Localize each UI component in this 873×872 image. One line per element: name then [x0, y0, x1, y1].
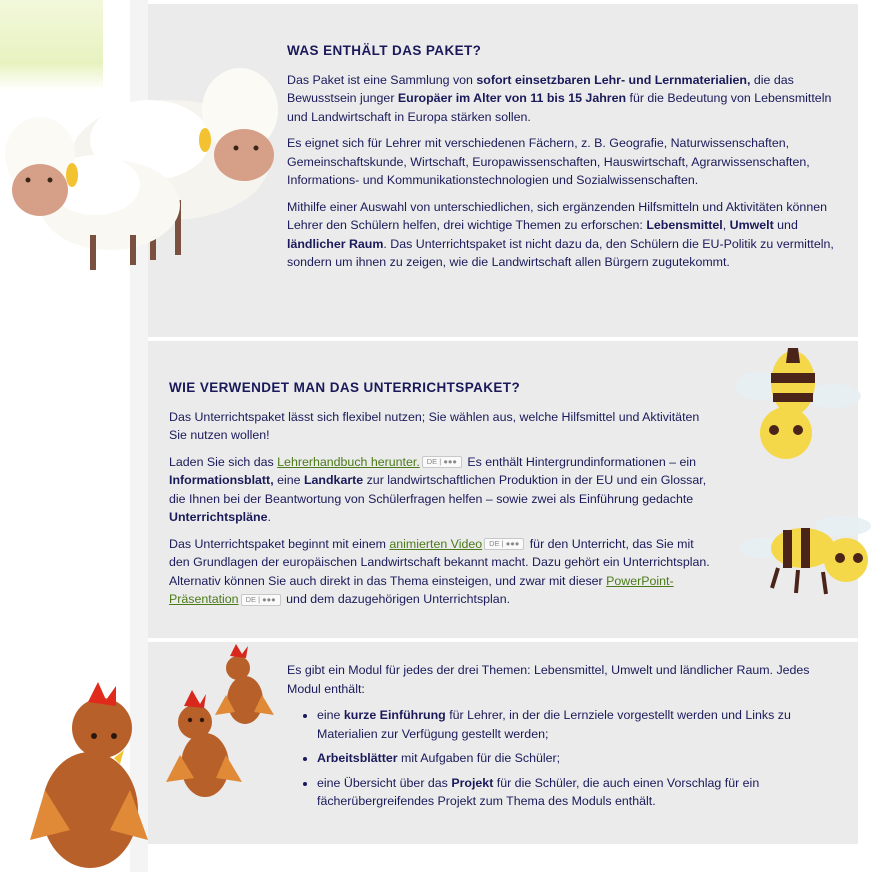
bold-text: Unterrichtspläne [169, 510, 268, 524]
text: die das Bewusstsein junger [287, 72, 794, 105]
text: Das Unterrichtspaket beginnt mit einem [169, 536, 390, 551]
bold-text: ländlicher Raum [287, 236, 384, 251]
paragraph [287, 198, 837, 272]
sheep-illustration [0, 60, 285, 280]
paragraph: Es gibt ein Modul für jedes der drei Themen: Lebensmittel, Umwelt und ländlicher Raum. Jedes Modul enthält: [287, 663, 810, 696]
badge-lang: DE [245, 594, 256, 604]
bold-text: Projekt [451, 775, 494, 790]
list-item [317, 749, 842, 768]
text: eine [317, 708, 344, 722]
text: Mithilfe einer Auswahl von unterschiedlichen, sich ergänzenden Hilfsmitteln und Aktivitäten können Lehrer den Schülern helfen, drei wichtige Themen zu erforschen: [287, 199, 827, 232]
text: für den Unterricht, das Sie mit den Grundlagen der europäischen Landwirtschaft bekannt macht. Dazu gehört ein Unterrichtsplan. Alternativ können Sie auch direkt in das Thema einsteigen, und zwar mit dieser [169, 536, 710, 588]
section-title: WAS ENTHÄLT DAS PAKET? [287, 43, 482, 58]
text: für Lehrer, in der die Lernziele vorgestellt werden und Links zu Materialien zur Verfügung gestellt werden; [317, 708, 791, 741]
badge-more: ●●● [443, 457, 457, 467]
text: und dem dazugehörigen Unterrichtsplan. [282, 592, 511, 606]
section-title: WIE VERWENDET MAN DAS UNTERRICHTSPAKET? [169, 380, 521, 395]
section-verwendung [169, 379, 714, 617]
text: , [722, 218, 730, 232]
text: eine [273, 473, 304, 487]
text: Das Paket ist eine Sammlung von [287, 72, 477, 87]
bee-illustration-bottom [738, 508, 873, 603]
powerpoint-link[interactable]: PowerPoint-Präsentation [169, 573, 674, 606]
bee-illustration-top [718, 338, 868, 468]
animated-video-link[interactable]: animierten Video [389, 536, 483, 551]
module-list [287, 706, 842, 811]
badge-more: ●●● [262, 594, 276, 604]
text: eine Übersicht über das [317, 775, 452, 790]
badge-lang: DE [426, 457, 438, 467]
bold-text: Umwelt [729, 218, 774, 232]
bold-text: Lebensmittel [646, 218, 723, 232]
bold-text: Landkarte [303, 473, 364, 487]
list-item [317, 706, 842, 743]
list-item [317, 774, 842, 811]
text: . [267, 510, 271, 524]
bold-text: sofort einsetzbaren Lehr- und Lernmaterialien, [476, 72, 751, 87]
bold-text: Informationsblatt, [169, 473, 274, 487]
paragraph [169, 535, 714, 609]
teacher-handbook-link[interactable]: Lehrerhandbuch herunter. [277, 454, 420, 469]
text: zur landwirtschaftlichen Produktion in der EU und ein Glossar, die Ihnen bei der Beantwortung von Schülerfragen helfen – sowie zwei als Einführung gedachte [169, 473, 707, 506]
section-module [287, 661, 842, 817]
language-badge[interactable]: DE | ●●● [422, 456, 462, 468]
text: Laden Sie sich das [169, 454, 278, 469]
badge-more: ●●● [505, 539, 520, 549]
text: Es enthält Hintergrundinformationen – ein [463, 454, 697, 469]
language-badge[interactable]: DE | ●●● [241, 594, 281, 606]
bold-text: kurze Einführung [343, 708, 446, 722]
text: . Das Unterrichtspaket ist nicht dazu da, den Schülern die EU-Politik zu vermitteln, sondern um ihnen zu zeigen, wie die Landwirtschaft allen Bürgern zugutekommt. [287, 236, 834, 269]
language-badge[interactable]: DE | ●●● [484, 538, 524, 550]
text: und [773, 218, 798, 232]
paragraph [287, 71, 837, 127]
text: für die Schüler, die auch einen Vorschlag für ein fächerübergreifendes Projekt zum Thema des Moduls enthält. [317, 775, 760, 808]
section-paket [287, 42, 837, 280]
text: für die Bedeutung von Lebensmitteln und Landwirtschaft in Europa stärken sollen. [287, 91, 832, 124]
bold-text: Arbeitsblätter [317, 751, 398, 765]
paragraph: Es eignet sich für Lehrer mit verschiedenen Fächern, z. B. Geografie, Naturwissenschaften, Gemeinschaftskunde, Wirtschaft, Europawissenschaften, Hauswirtschaft, Agrarwissenschaften, Informations- und Kommunikationstechnologien und Sozialwissenschaften. [287, 136, 810, 187]
paragraph: Das Unterrichtspaket lässt sich flexibel nutzen; Sie wählen aus, welche Hilfsmittel und Aktivitäten Sie nutzen wollen! [169, 409, 700, 442]
bold-text: Europäer im Alter von 11 bis 15 Jahren [397, 91, 627, 105]
chicken-illustration [30, 640, 280, 872]
paragraph [169, 453, 714, 527]
badge-lang: DE [489, 539, 500, 549]
text: mit Aufgaben für die Schüler; [397, 751, 561, 765]
